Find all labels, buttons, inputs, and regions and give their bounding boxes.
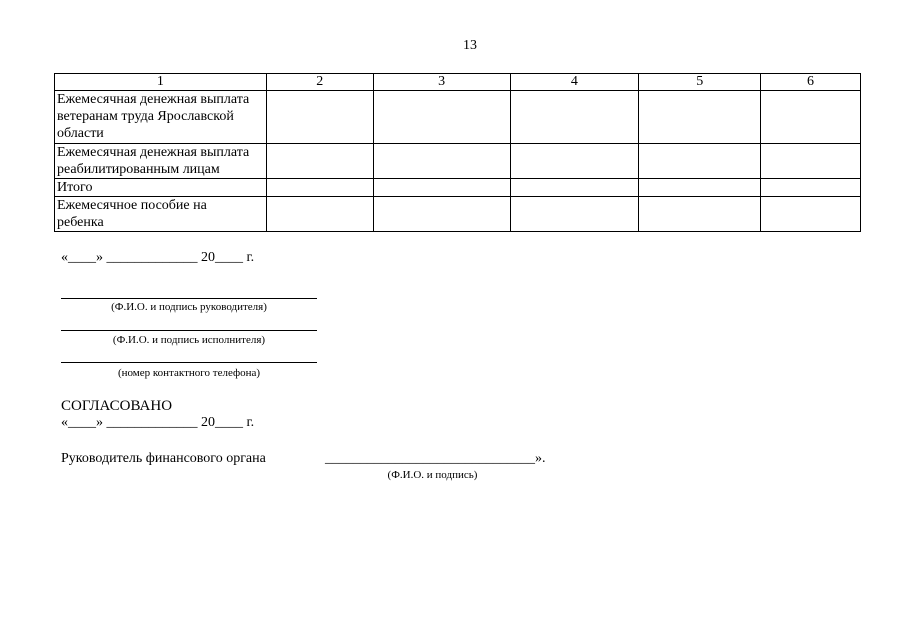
table-header-cell: 4 (510, 74, 639, 91)
approval-date-line: «____» _____________ 20____ г. (61, 415, 255, 430)
table-cell (761, 144, 861, 179)
table-cell (639, 197, 761, 232)
table-cell (266, 197, 373, 232)
row-label-line: Ежемесячное пособие на (57, 198, 207, 213)
row-label-line: ребенка (57, 215, 104, 230)
table-row (55, 179, 861, 197)
table-header-cell: 5 (639, 74, 761, 91)
table-cell (510, 144, 639, 179)
table-cell (373, 144, 510, 179)
finance-head-caption: (Ф.И.О. и подпись) (387, 469, 478, 481)
row-label-line: ветеранам труда Ярославской (57, 109, 234, 124)
row-label (55, 144, 267, 179)
table-cell (266, 179, 373, 197)
row-label (55, 179, 267, 197)
signature-caption-phone: (номер контактного телефона) (117, 367, 261, 379)
table-cell (373, 91, 510, 144)
table-header-cell: 1 (55, 74, 267, 91)
table-cell (266, 91, 373, 144)
signature-caption-manager: (Ф.И.О. и подпись руководителя) (111, 301, 267, 313)
report-table (54, 73, 861, 232)
table-header-cell: 3 (373, 74, 510, 91)
table-row (55, 144, 861, 179)
row-label-line: реабилитированным лицам (57, 162, 220, 177)
row-label-line: Ежемесячная денежная выплата (57, 145, 250, 160)
finance-head-signature-line: ______________________________». (325, 451, 546, 466)
signature-line-phone (61, 362, 317, 363)
row-label (55, 91, 267, 144)
table-cell (761, 179, 861, 197)
table-cell (639, 91, 761, 144)
table-header-cell: 2 (266, 74, 373, 91)
approval-title: СОГЛАСОВАНО (61, 398, 173, 414)
table-cell (373, 179, 510, 197)
row-label-line: Ежемесячная денежная выплата (57, 92, 250, 107)
table-row (55, 197, 861, 232)
table-cell (266, 144, 373, 179)
finance-head-label: Руководитель финансового органа (61, 451, 266, 466)
table-cell (373, 197, 510, 232)
table-cell (510, 179, 639, 197)
table-cell (761, 197, 861, 232)
signature-line-executor (61, 330, 317, 331)
table-cell (761, 91, 861, 144)
signature-line-manager (61, 298, 317, 299)
table-cell (639, 179, 761, 197)
row-label-line: области (57, 126, 104, 141)
table-cell (639, 144, 761, 179)
table-row (55, 91, 861, 144)
row-label (55, 197, 267, 232)
signature-caption-executor: (Ф.И.О. и подпись исполнителя) (112, 334, 266, 346)
date-line: «____» _____________ 20____ г. (61, 250, 255, 265)
page-number: 13 (463, 38, 477, 53)
table-header-cell: 6 (761, 74, 861, 91)
table-cell (510, 91, 639, 144)
table-cell (510, 197, 639, 232)
table-header-row (55, 74, 861, 91)
row-label-line: Итого (57, 180, 93, 195)
